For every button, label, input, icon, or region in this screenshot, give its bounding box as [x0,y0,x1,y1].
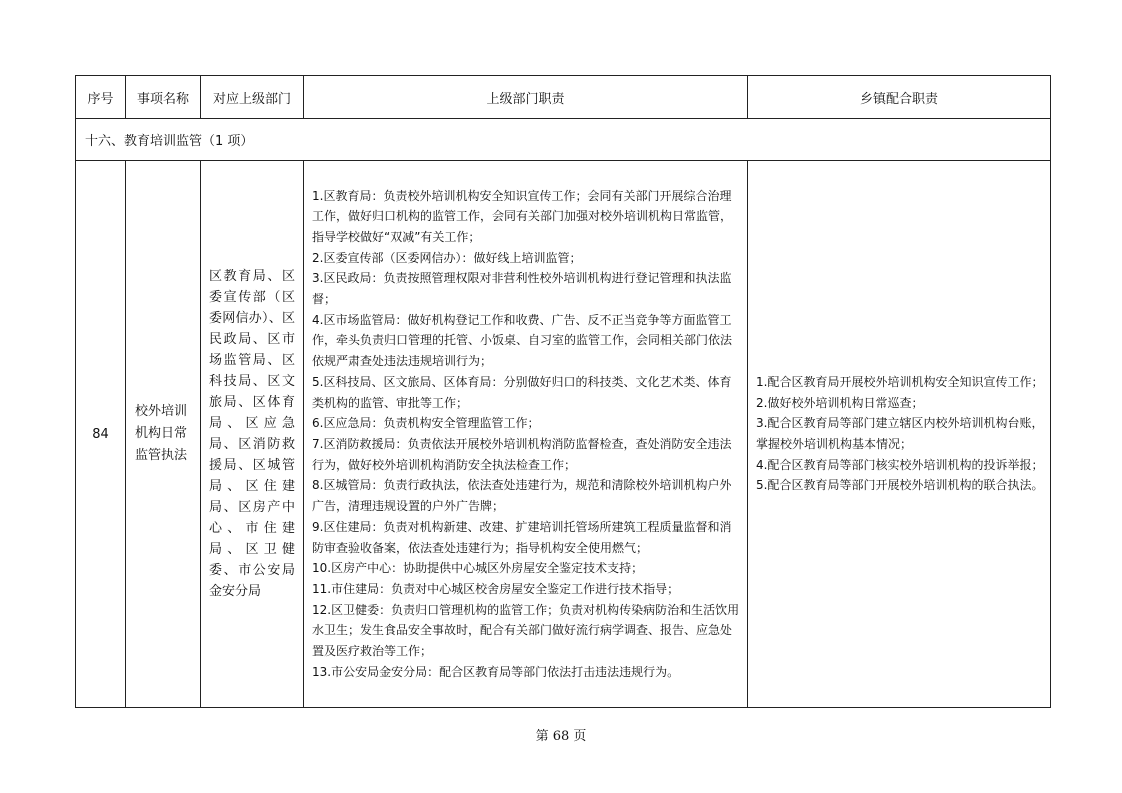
table-row [76,161,1051,708]
superior-duty-item: 13.市公安局金安分局：配合区教育局等部门依法打击违法违规行为。 [312,664,680,679]
section-row [76,119,1051,161]
superior-duty-item: 1.区教育局：负责校外培训机构安全知识宣传工作；会同有关部门开展综合治理工作，做好归口机构的监管工作，会同有关部门加强对校外培训机构日常监管，指导学校做好“双减”有关工作； [312,188,733,244]
header-number: 序号 [76,76,126,119]
page-number: 第 68 页 [535,729,587,744]
header-item-name: 事项名称 [126,76,201,119]
superior-duty-item: 4.区市场监管局：做好机构登记工作和收费、广告、反不正当竞争等方面监管工作，牵头负责归口管理的托管、小饭桌、自习室的监管工作，会同相关部门依法依规严肃查处违法违规培训行为； [312,312,733,369]
township-duties-cell [748,161,1051,708]
header-township-duties: 乡镇配合职责 [748,76,1051,119]
superior-duty-item: 11.市住建局：负责对中心城区校舍房屋安全鉴定工作进行技术指导； [312,581,680,596]
superior-duty-item: 3.区民政局：负责按照管理权限对非营利性校外培训机构进行登记管理和执法监督； [312,271,732,307]
superior-duty-item: 10.区房产中心：协助提供中心城区外房屋安全鉴定技术支持； [312,561,644,576]
superior-duty-item: 9.区住建局：负责对机构新建、改建、扩建培训托管场所建筑工程质量监督和消防审查验收备案，依法查处违建行为；指导机构安全使用燃气； [312,519,732,555]
township-duty-item: 2.做好校外培训机构日常巡查； [756,395,924,410]
table-header-row [76,76,1051,119]
superior-duty-item: 5.区科技局、区文旅局、区体育局：分别做好归口的科技类、文化艺术类、体育类机构的监管、审批等工作； [312,374,732,410]
superior-duty-item: 8.区城管局：负责行政执法，依法查处违建行为，规范和清除校外培训机构户外广告，清理违规设置的户外广告牌； [312,478,732,514]
township-duty-item: 1.配合区教育局开展校外培训机构安全知识宣传工作； [756,374,1044,389]
superior-departments-cell [201,161,304,708]
header-superior-duties: 上级部门职责 [304,76,748,119]
responsibility-table [75,75,1051,708]
superior-departments: 区教育局、区委宣传部（区委网信办）、区民政局、区市场监管局、区科技局、区文旅局、区体育局、区应急局、区消防救援局、区城管局、区住建局、区房产中心、市住建局、区卫健委、市公安局金安分局 [209,269,295,599]
item-name: 校外培训机构日常监管执法 [135,404,188,463]
superior-duty-item: 12.区卫健委：负责归口管理机构的监管工作；负责对机构传染病防治和生活饮用水卫生；发生食品安全事故时，配合有关部门做好流行病学调查、报告、应急处置及医疗救治等工作； [312,602,740,659]
superior-duty-item: 7.区消防救援局：负责依法开展校外培训机构消防监督检查，查处消防安全违法行为，做好校外培训机构消防安全执法检查工作； [312,437,732,472]
header-superior-department: 对应上级部门 [201,76,304,119]
section-title: 十六、教育培训监管（1 项） [76,119,1051,161]
township-duty-item: 5.配合区教育局等部门开展校外培训机构的联合执法。 [756,478,1044,493]
superior-duty-item: 6.区应急局：负责机构安全管理监管工作； [312,416,540,431]
superior-duties-cell [304,161,748,708]
item-name-cell [126,161,201,708]
township-duty-item: 4.配合区教育局等部门核实校外培训机构的投诉举报； [756,457,1044,472]
township-duty-item: 3.配合区教育局等部门建立辖区内校外培训机构台账，掌握校外培训机构基本情况； [756,416,1044,451]
superior-duty-item: 2.区委宣传部（区委网信办）：做好线上培训监管； [312,250,582,265]
row-number: 84 [76,161,126,708]
